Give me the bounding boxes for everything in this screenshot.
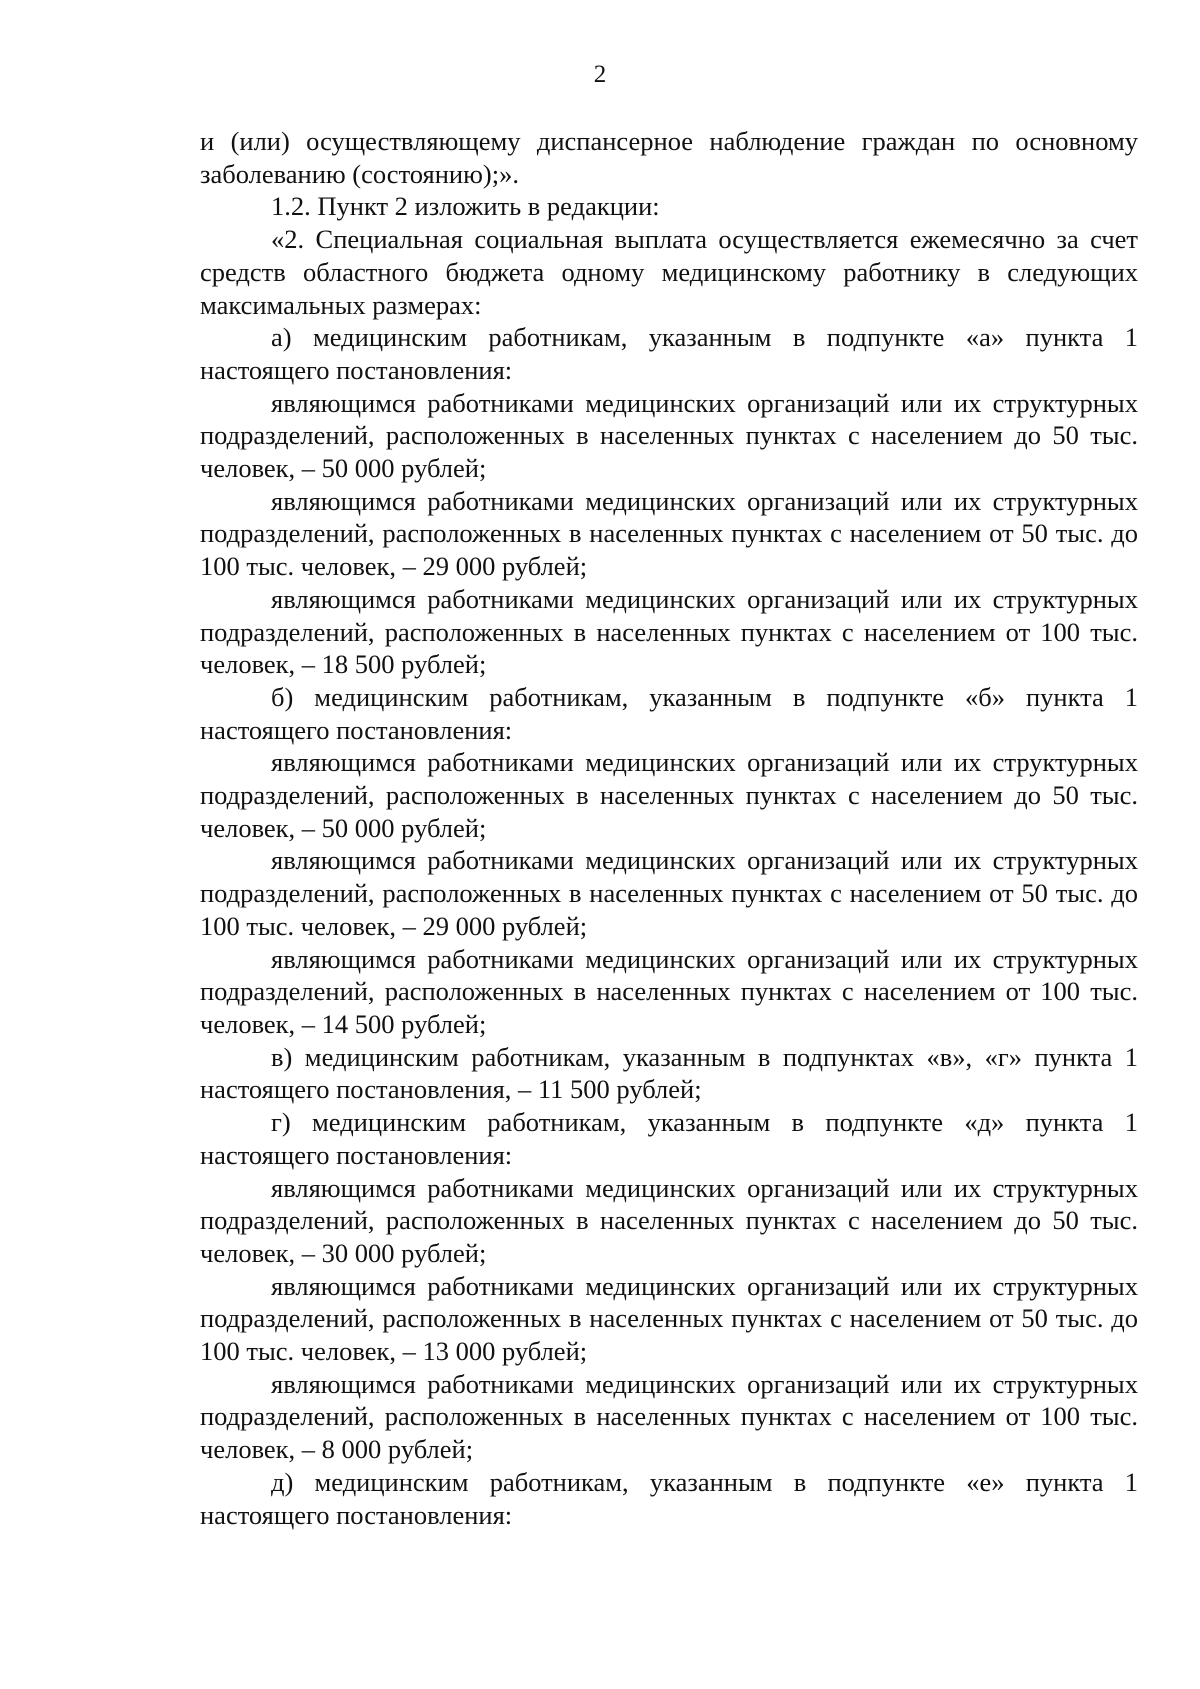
paragraph-item-1-2: 1.2. Пункт 2 изложить в редакции: — [271, 191, 660, 222]
paragraph-g-tier-2: являющимся работниками медицинских организаций или их структурных подразделений, расположенных в населенных пунктах с населением от 50 тыс. до 100 тыс. человек, – 13 000 рублей; — [200, 1270, 1138, 1367]
paragraph-subitem-v: в) медицинским работникам, указанным в подпунктах «в», «г» пункта 1 настоящего постановления, – 11 500 рублей; — [200, 1041, 1138, 1105]
paragraph-subitem-a: а) медицинским работникам, указанным в подпункте «а» пункта 1 настоящего постановления: — [200, 322, 1138, 385]
paragraph-subitem-d: д) медицинским работникам, указанным в подпункте «е» пункта 1 настоящего постановления: — [200, 1466, 1138, 1530]
page-number: 2 — [593, 61, 607, 88]
paragraph-a-tier-1: являющимся работниками медицинских организаций или их структурных подразделений, расположенных в населенных пунктах с населением до 50 тыс. человек, – 50 000 рублей; — [200, 387, 1138, 484]
paragraph-g-tier-3: являющимся работниками медицинских организаций или их структурных подразделений, расположенных в населенных пунктах с населением от 100 тыс. человек, – 8 000 рублей; — [200, 1368, 1138, 1465]
paragraph-continuation: и (или) осуществляющему диспансерное наблюдение граждан по основному заболеванию (состоянию);». — [200, 126, 1138, 189]
paragraph-subitem-b: б) медицинским работникам, указанным в подпункте «б» пункта 1 настоящего постановления: — [200, 681, 1138, 745]
paragraph-a-tier-3: являющимся работниками медицинских организаций или их структурных подразделений, расположенных в населенных пунктах с населением от 100 тыс. человек, – 18 500 рублей; — [200, 583, 1138, 680]
paragraph-b-tier-1: являющимся работниками медицинских организаций или их структурных подразделений, расположенных в населенных пунктах с населением до 50 тыс. человек, – 50 000 рублей; — [200, 747, 1138, 843]
document-body — [200, 125, 1138, 1531]
paragraph-subitem-g: г) медицинским работникам, указанным в подпункте «д» пункта 1 настоящего постановления: — [200, 1107, 1138, 1170]
paragraph-g-tier-1: являющимся работниками медицинских организаций или их структурных подразделений, расположенных в населенных пунктах с населением до 50 тыс. человек, – 30 000 рублей; — [200, 1172, 1138, 1268]
paragraph-point-2: «2. Специальная социальная выплата осуществляется ежемесячно за счет средств областного бюджета одному медицинскому работнику в следующих максимальных размерах: — [200, 224, 1138, 320]
paragraph-a-tier-2: являющимся работниками медицинских организаций или их структурных подразделений, расположенных в населенных пунктах с населением от 50 тыс. до 100 тыс. человек, – 29 000 рублей; — [200, 485, 1138, 582]
paragraph-b-tier-3: являющимся работниками медицинских организаций или их структурных подразделений, расположенных в населенных пунктах с населением от 100 тыс. человек, – 14 500 рублей; — [200, 943, 1138, 1039]
paragraph-b-tier-2: являющимся работниками медицинских организаций или их структурных подразделений, расположенных в населенных пунктах с населением от 50 тыс. до 100 тыс. человек, – 29 000 рублей; — [200, 845, 1138, 941]
